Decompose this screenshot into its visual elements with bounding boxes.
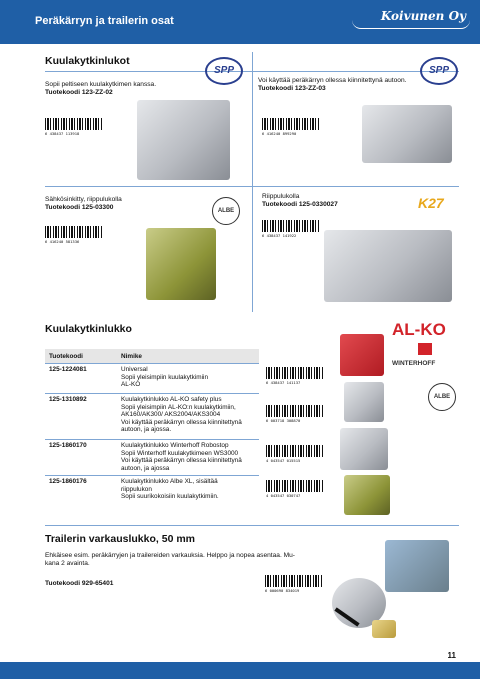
product-2-photo — [362, 105, 452, 163]
product-4-barcode — [262, 220, 320, 232]
row-1-barcode — [266, 367, 324, 379]
ball-lock-table — [45, 349, 259, 506]
row-line: Sopii Winterhoff kuulakytkimeen WS3000 — [121, 449, 239, 457]
product-3-desc: Sähkösinkitty, riippulukolla — [45, 196, 122, 203]
product-4-info — [262, 193, 412, 209]
row-2-barcode — [266, 405, 324, 417]
product-1-photo — [137, 100, 230, 180]
row-line: Voi käyttää peräkärryn ollessa kiinnitettynä — [121, 457, 242, 465]
product-3-photo — [146, 228, 216, 300]
row-name — [117, 476, 259, 506]
logo-swoosh — [352, 20, 470, 29]
row-line: Universal — [121, 366, 148, 373]
row-line: Kuulakytkinlukko Albe XL, sisältää — [121, 478, 218, 485]
product-1-code: Tuotekoodi 123-ZZ-02 — [45, 89, 113, 97]
product-1-barcode — [45, 118, 103, 130]
row-code: 125-1224081 — [45, 364, 117, 394]
robostop-lock-photo — [340, 428, 388, 470]
row-code: 125-1310892 — [45, 394, 117, 440]
section-title-anti-theft: Trailerin varkauslukko, 50 mm — [45, 533, 195, 545]
row-3-barcode — [266, 445, 324, 457]
table-row — [45, 476, 259, 506]
table-header-name: Nimike — [117, 349, 259, 364]
k27-logo: K27 — [418, 195, 444, 211]
row-line: Kuulakytkinlukko Winterhoff Robostop — [121, 442, 229, 449]
row-1-barcode-number: 6 438437 141137 — [266, 380, 301, 385]
product-1-desc: Sopii peltiseen kuulakytkimen kanssa. — [45, 81, 157, 88]
page-title: Peräkärryn ja trailerin osat — [35, 15, 174, 27]
row-4-barcode-number: 4 043547 030747 — [266, 493, 301, 498]
anti-theft-desc-line: Ehkäisee esim. peräkärryjen ja trailereiden varkauksia. Helppo ja nopea asentaa. Mu- — [45, 552, 295, 559]
row-line: Sopii suurikokoisiin kuulakytkimiin. — [121, 493, 219, 501]
albe-xl-lock-photo — [344, 475, 390, 515]
row-3-barcode-number: 4 043547 015515 — [266, 458, 301, 463]
table-row — [45, 364, 259, 394]
anti-theft-barcode — [265, 575, 323, 587]
row-line: Kuulakytkinlukko AL-KO safety plus — [121, 396, 222, 403]
row-name — [117, 440, 259, 476]
row-4-barcode — [266, 480, 324, 492]
spp-logo: SPP — [205, 57, 243, 85]
row-name — [117, 394, 259, 440]
row-line: autoon, ja ajossa. — [121, 426, 172, 434]
page-number: 11 — [447, 651, 456, 660]
footer-bar — [0, 662, 480, 679]
brand-logo: Koivunen Oy — [380, 9, 466, 23]
product-3-barcode — [45, 226, 103, 238]
spp-logo: SPP — [420, 57, 458, 85]
albe-logo: ALBE — [212, 197, 240, 225]
row-line: AK160/AK300/ AKS2004/AKS3004 — [121, 411, 221, 419]
anti-theft-desc-line: kana 2 avainta. — [45, 560, 90, 568]
section-title-ball-locks: Kuulakytkinlukko — [45, 323, 132, 335]
table-row — [45, 394, 259, 440]
row-line: autoon, ja ajossa — [121, 464, 170, 472]
product-3-info — [45, 196, 195, 212]
product-4-code: Tuotekoodi 125-0330027 — [262, 201, 338, 209]
winterhoff-emblem — [418, 343, 432, 355]
winterhoff-logo: WINTERHOFF — [392, 360, 436, 367]
row-line: AL-KO — [121, 381, 141, 389]
product-1-info — [45, 81, 195, 97]
row-line: Sopii yleisimpiin kuulakytkimiin — [121, 373, 209, 381]
row-code: 125-1860176 — [45, 476, 117, 506]
table-row — [45, 440, 259, 476]
product-4-photo — [324, 230, 452, 302]
header-bar — [0, 0, 480, 44]
product-3-code: Tuotekoodi 125-03300 — [45, 204, 114, 212]
product-2-code: Tuotekoodi 123-ZZ-03 — [258, 85, 326, 93]
divider — [45, 186, 459, 187]
section-title-coupling-locks: Kuulakytkinlukot — [45, 55, 130, 67]
row-2-barcode-number: 6 003718 308870 — [266, 418, 301, 423]
divider — [45, 525, 459, 526]
row-line: Sopii yleisimpiin AL-KO:n kuulakytkimiin, — [121, 403, 236, 411]
alko-lock-photo — [340, 334, 384, 376]
row-line: Voi käyttää peräkärryn ollessa kiinnitettynä — [121, 418, 242, 426]
albe-logo: ALBE — [428, 383, 456, 411]
product-4-barcode-number: 6 438437 141922 — [262, 233, 297, 238]
product-2-info — [258, 77, 418, 93]
product-4-desc: Riippulukolla — [262, 193, 300, 200]
row-code: 125-1860170 — [45, 440, 117, 476]
anti-theft-desc — [45, 552, 335, 568]
product-2-desc: Voi käyttää peräkärryn ollessa kiinnitettynä autoon. — [258, 77, 407, 84]
row-name — [117, 364, 259, 394]
product-2-barcode — [262, 118, 320, 130]
safety-plus-lock-photo — [344, 382, 384, 422]
keys-photo — [372, 620, 396, 638]
alko-logo: AL-KO — [392, 320, 446, 339]
row-line: riippulukon — [121, 485, 152, 493]
product-3-barcode-number: 6 416240 581336 — [45, 239, 80, 244]
column-divider — [252, 52, 253, 312]
anti-theft-code: Tuotekoodi 929-65401 — [45, 580, 114, 587]
product-2-barcode-number: 6 416240 899290 — [262, 131, 297, 136]
product-1-barcode-number: 6 438437 113918 — [45, 131, 80, 136]
anti-theft-barcode-number: 6 000690 834019 — [265, 588, 300, 593]
trailer-photo — [385, 540, 449, 592]
table-header-code: Tuotekoodi — [45, 349, 117, 364]
